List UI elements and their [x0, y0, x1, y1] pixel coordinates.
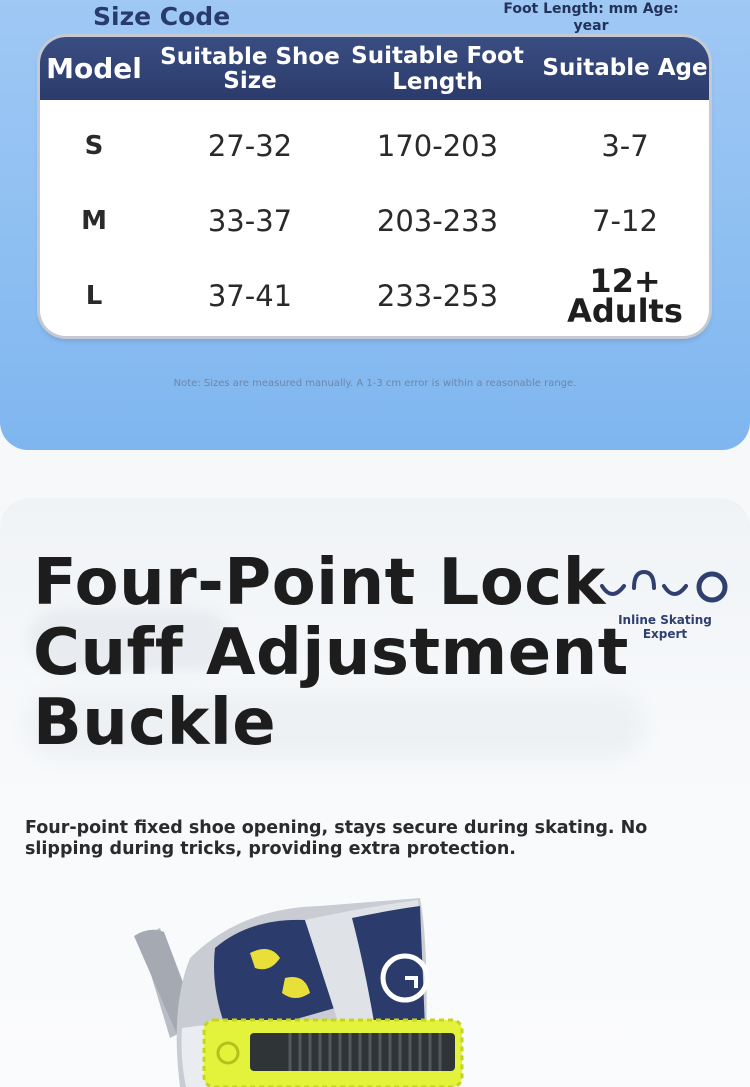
cell-foot-length: 233-253	[376, 279, 499, 313]
size-code-title: Size Code	[93, 2, 231, 31]
cell-foot-length: 203-233	[376, 204, 499, 238]
cell-model: M	[81, 206, 107, 236]
headline-line-2: Cuff Adjustment	[33, 616, 629, 690]
feature-description: Four-point fixed shoe opening, stays secure during skating. No slipping during tricks, providing extra protection.	[25, 818, 648, 859]
size-table	[40, 37, 709, 336]
size-table-header	[40, 37, 709, 100]
cell-model: L	[85, 281, 103, 311]
table-row	[40, 111, 709, 181]
cell-shoe-size: 37-41	[207, 279, 293, 313]
cell-age: 7-12	[592, 204, 658, 238]
headline-line-1: Four-Point Lock	[33, 546, 606, 620]
units-note: Foot Length: mm Age: year	[503, 1, 679, 34]
cell-foot-length: 170-203	[376, 129, 499, 163]
age-line-2: Adults	[567, 292, 683, 330]
headline-line-3: Buckle	[33, 686, 277, 760]
cell-model: S	[84, 131, 104, 161]
table-row	[40, 186, 709, 256]
brand-tagline: Inline Skating Expert	[618, 613, 712, 641]
cell-age	[540, 261, 709, 331]
age-line-1: 12+	[589, 262, 661, 300]
header-shoe-size: Suitable Shoe Size	[160, 43, 340, 94]
header-age: Suitable Age	[542, 55, 708, 81]
cell-age: 3-7	[601, 129, 649, 163]
measurement-note: Note: Sizes are measured manually. A 1-3 cm error is within a reasonable range.	[173, 378, 577, 389]
cell-shoe-size: 33-37	[207, 204, 293, 238]
feature-headline	[33, 548, 629, 758]
size-chart-section	[0, 0, 750, 450]
cell-shoe-size: 27-32	[207, 129, 293, 163]
header-model: Model	[46, 52, 142, 85]
header-foot-length: Suitable Foot Length	[351, 42, 524, 95]
table-row	[40, 261, 709, 331]
skate-boot-image	[120, 888, 480, 1087]
